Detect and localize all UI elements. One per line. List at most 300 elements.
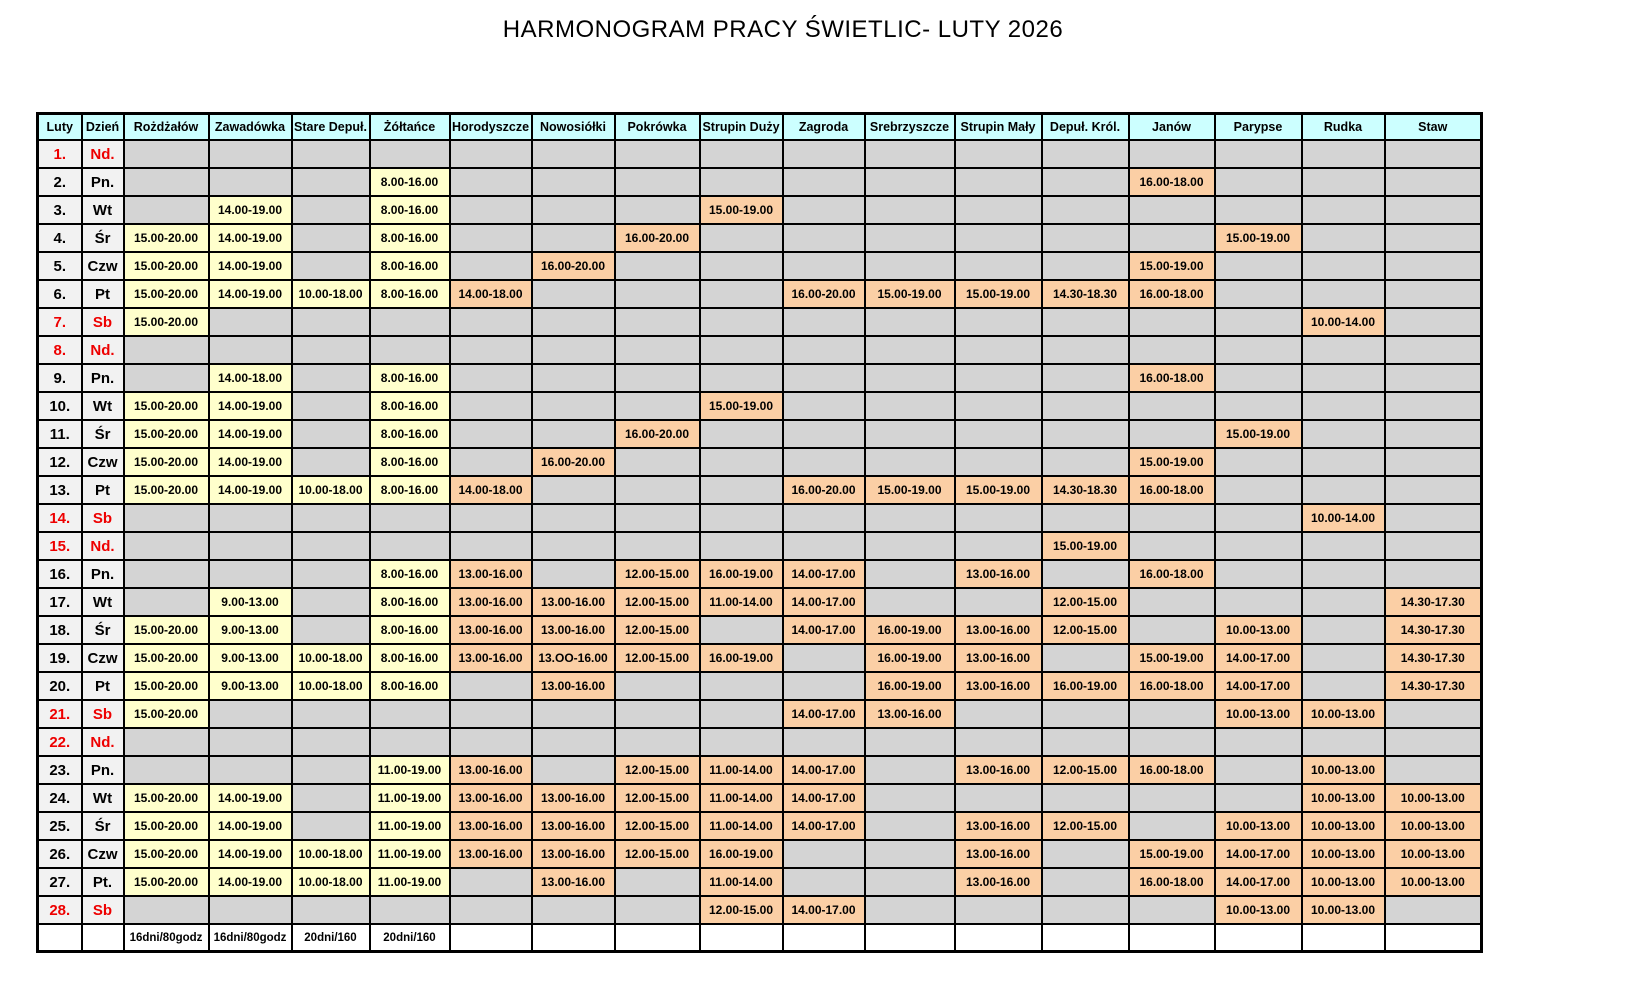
schedule-cell: 14.00-19.00 — [209, 224, 292, 252]
day-row — [38, 336, 1482, 364]
schedule-cell — [370, 700, 450, 728]
schedule-cell — [292, 336, 370, 364]
day-name-cell: Pt — [82, 476, 124, 504]
schedule-cell — [700, 364, 783, 392]
schedule-cell: 10.00-13.00 — [1385, 784, 1482, 812]
schedule-cell — [865, 868, 955, 896]
column-header-9: Strupin Duży — [700, 114, 783, 141]
day-row — [38, 868, 1482, 896]
schedule-cell — [1385, 364, 1482, 392]
day-name-cell: Czw — [82, 252, 124, 280]
schedule-cell — [532, 476, 615, 504]
schedule-cell — [955, 392, 1042, 420]
schedule-cell — [1129, 420, 1215, 448]
schedule-cell — [955, 308, 1042, 336]
schedule-cell — [1042, 728, 1129, 756]
schedule-cell: 15.00-19.00 — [1215, 224, 1302, 252]
schedule-cell: 8.00-16.00 — [370, 588, 450, 616]
schedule-cell: 14.30-17.30 — [1385, 672, 1482, 700]
schedule-cell — [865, 896, 955, 924]
schedule-cell — [865, 840, 955, 868]
schedule-cell — [700, 448, 783, 476]
schedule-cell: 8.00-16.00 — [370, 560, 450, 588]
schedule-cell — [783, 336, 865, 364]
schedule-cell — [615, 672, 700, 700]
column-header-0: Luty — [38, 114, 82, 141]
schedule-cell — [1129, 196, 1215, 224]
schedule-cell: 16.00-18.00 — [1129, 756, 1215, 784]
schedule-cell: 8.00-16.00 — [370, 616, 450, 644]
day-number-cell: 28. — [38, 896, 82, 924]
schedule-cell — [700, 252, 783, 280]
schedule-cell — [292, 392, 370, 420]
day-row — [38, 504, 1482, 532]
day-number-cell: 10. — [38, 392, 82, 420]
schedule-cell: 12.00-15.00 — [615, 784, 700, 812]
schedule-cell: 15.00-20.00 — [124, 420, 209, 448]
schedule-cell — [1042, 364, 1129, 392]
schedule-cell — [700, 336, 783, 364]
schedule-cell — [865, 448, 955, 476]
schedule-cell — [1042, 392, 1129, 420]
schedule-cell — [450, 896, 532, 924]
schedule-cell — [1129, 588, 1215, 616]
day-name-cell: Sb — [82, 700, 124, 728]
schedule-cell — [1302, 560, 1385, 588]
schedule-cell: 15.00-20.00 — [124, 784, 209, 812]
schedule-cell — [292, 196, 370, 224]
footer-cell — [955, 924, 1042, 952]
schedule-cell: 13.00-16.00 — [450, 560, 532, 588]
schedule-cell — [865, 784, 955, 812]
schedule-cell — [1215, 784, 1302, 812]
schedule-cell — [955, 532, 1042, 560]
schedule-cell: 13.00-16.00 — [532, 588, 615, 616]
schedule-cell — [615, 252, 700, 280]
schedule-cell — [955, 784, 1042, 812]
schedule-cell: 12.00-15.00 — [615, 756, 700, 784]
footer-cell — [865, 924, 955, 952]
schedule-cell — [1215, 168, 1302, 196]
day-name-cell: Sb — [82, 896, 124, 924]
schedule-cell: 16.00-19.00 — [700, 560, 783, 588]
schedule-cell — [1302, 588, 1385, 616]
schedule-cell — [1302, 224, 1385, 252]
schedule-cell — [615, 280, 700, 308]
schedule-cell: 12.00-15.00 — [1042, 756, 1129, 784]
schedule-cell — [1385, 420, 1482, 448]
schedule-cell — [865, 756, 955, 784]
footer-cell: 20dni/160 — [370, 924, 450, 952]
schedule-cell — [124, 756, 209, 784]
schedule-cell — [1302, 196, 1385, 224]
schedule-cell — [1385, 280, 1482, 308]
schedule-cell — [700, 672, 783, 700]
schedule-cell: 15.00-20.00 — [124, 644, 209, 672]
schedule-cell — [292, 168, 370, 196]
schedule-cell — [124, 560, 209, 588]
day-row — [38, 308, 1482, 336]
day-name-cell: Śr — [82, 224, 124, 252]
day-row — [38, 812, 1482, 840]
schedule-cell — [865, 224, 955, 252]
schedule-cell — [865, 140, 955, 168]
schedule-cell: 15.00-20.00 — [124, 392, 209, 420]
schedule-cell — [615, 532, 700, 560]
schedule-cell: 14.00-17.00 — [1215, 672, 1302, 700]
schedule-cell — [615, 700, 700, 728]
day-row — [38, 476, 1482, 504]
schedule-cell — [1129, 308, 1215, 336]
schedule-cell — [783, 252, 865, 280]
schedule-cell: 14.00-19.00 — [209, 252, 292, 280]
schedule-cell — [1385, 448, 1482, 476]
schedule-cell — [1042, 560, 1129, 588]
schedule-cell — [209, 308, 292, 336]
footer-cell — [1042, 924, 1129, 952]
schedule-cell — [1129, 812, 1215, 840]
schedule-cell — [1385, 224, 1482, 252]
schedule-cell: 10.00-14.00 — [1302, 308, 1385, 336]
schedule-cell — [292, 784, 370, 812]
schedule-cell — [450, 252, 532, 280]
schedule-cell — [1215, 140, 1302, 168]
day-name-cell: Czw — [82, 448, 124, 476]
schedule-cell: 10.00-14.00 — [1302, 504, 1385, 532]
schedule-cell — [124, 364, 209, 392]
schedule-cell — [700, 476, 783, 504]
footer-cell — [450, 924, 532, 952]
schedule-cell — [292, 224, 370, 252]
schedule-cell — [1215, 728, 1302, 756]
day-number-cell: 20. — [38, 672, 82, 700]
schedule-cell — [292, 532, 370, 560]
column-header-1: Dzień — [82, 114, 124, 141]
schedule-cell: 14.30-18.30 — [1042, 280, 1129, 308]
day-row — [38, 700, 1482, 728]
schedule-cell — [783, 448, 865, 476]
schedule-cell — [532, 336, 615, 364]
schedule-cell: 16.00-20.00 — [532, 448, 615, 476]
column-header-7: Nowosiółki — [532, 114, 615, 141]
footer-cell — [615, 924, 700, 952]
schedule-cell: 14.00-18.00 — [209, 364, 292, 392]
schedule-cell — [532, 896, 615, 924]
schedule-cell: 15.00-20.00 — [124, 308, 209, 336]
schedule-cell — [292, 448, 370, 476]
schedule-cell: 15.00-19.00 — [1129, 252, 1215, 280]
schedule-cell — [532, 168, 615, 196]
schedule-cell — [450, 364, 532, 392]
schedule-cell — [1385, 140, 1482, 168]
schedule-cell — [1302, 140, 1385, 168]
schedule-cell — [1215, 308, 1302, 336]
schedule-cell: 9.00-13.00 — [209, 672, 292, 700]
schedule-cell — [1302, 336, 1385, 364]
schedule-cell — [209, 140, 292, 168]
day-name-cell: Nd. — [82, 336, 124, 364]
schedule-cell: 16.00-18.00 — [1129, 868, 1215, 896]
day-number-cell: 25. — [38, 812, 82, 840]
schedule-cell — [1385, 308, 1482, 336]
schedule-cell — [292, 364, 370, 392]
footer-cell: 16dni/80godz — [124, 924, 209, 952]
schedule-cell — [783, 532, 865, 560]
schedule-cell — [865, 308, 955, 336]
day-name-cell: Pn. — [82, 756, 124, 784]
schedule-cell: 16.00-18.00 — [1129, 168, 1215, 196]
schedule-cell: 11.00-14.00 — [700, 588, 783, 616]
schedule-cell: 10.00-13.00 — [1302, 756, 1385, 784]
day-name-cell: Pn. — [82, 168, 124, 196]
schedule-cell — [615, 168, 700, 196]
footer-cell: 20dni/160 — [292, 924, 370, 952]
schedule-cell: 12.00-15.00 — [1042, 616, 1129, 644]
schedule-cell — [1385, 756, 1482, 784]
schedule-cell — [292, 420, 370, 448]
schedule-cell — [1129, 784, 1215, 812]
schedule-cell — [783, 140, 865, 168]
schedule-cell: 14.00-19.00 — [209, 448, 292, 476]
schedule-cell: 15.00-19.00 — [865, 476, 955, 504]
day-row — [38, 616, 1482, 644]
schedule-cell — [783, 364, 865, 392]
schedule-cell: 15.00-19.00 — [700, 392, 783, 420]
schedule-cell — [1385, 728, 1482, 756]
schedule-cell — [1042, 504, 1129, 532]
schedule-cell: 13.00-16.00 — [955, 616, 1042, 644]
day-number-cell: 5. — [38, 252, 82, 280]
schedule-cell: 13.00-16.00 — [450, 644, 532, 672]
day-name-cell: Nd. — [82, 140, 124, 168]
schedule-cell — [1129, 728, 1215, 756]
schedule-cell: 10.00-18.00 — [292, 644, 370, 672]
header-row — [38, 114, 1482, 141]
schedule-cell: 14.00-19.00 — [209, 476, 292, 504]
schedule-cell: 13.00-16.00 — [955, 868, 1042, 896]
schedule-cell: 16.00-19.00 — [865, 644, 955, 672]
schedule-cell — [700, 308, 783, 336]
schedule-cell — [615, 336, 700, 364]
schedule-cell — [370, 532, 450, 560]
schedule-cell — [532, 196, 615, 224]
footer-cell — [38, 924, 82, 952]
schedule-cell — [532, 224, 615, 252]
schedule-cell: 16.00-20.00 — [783, 280, 865, 308]
day-number-cell: 26. — [38, 840, 82, 868]
schedule-cell: 8.00-16.00 — [370, 196, 450, 224]
schedule-cell — [1129, 224, 1215, 252]
schedule-cell: 10.00-13.00 — [1385, 868, 1482, 896]
schedule-cell — [292, 756, 370, 784]
day-number-cell: 12. — [38, 448, 82, 476]
schedule-cell — [700, 700, 783, 728]
schedule-cell — [783, 420, 865, 448]
day-name-cell: Wt — [82, 392, 124, 420]
schedule-cell — [865, 532, 955, 560]
schedule-cell — [1385, 896, 1482, 924]
schedule-cell: 10.00-13.00 — [1302, 868, 1385, 896]
day-number-cell: 9. — [38, 364, 82, 392]
schedule-cell: 16.00-20.00 — [615, 420, 700, 448]
schedule-cell: 8.00-16.00 — [370, 252, 450, 280]
schedule-cell — [1042, 448, 1129, 476]
schedule-cell: 13.00-16.00 — [532, 616, 615, 644]
day-row — [38, 140, 1482, 168]
schedule-cell: 14.00-17.00 — [1215, 868, 1302, 896]
schedule-cell — [124, 504, 209, 532]
schedule-cell — [865, 364, 955, 392]
schedule-cell: 16.00-18.00 — [1129, 560, 1215, 588]
schedule-cell: 14.00-19.00 — [209, 784, 292, 812]
schedule-cell: 14.00-17.00 — [783, 756, 865, 784]
schedule-cell — [955, 336, 1042, 364]
schedule-cell: 14.00-19.00 — [209, 392, 292, 420]
day-number-cell: 27. — [38, 868, 82, 896]
schedule-cell — [783, 728, 865, 756]
column-header-13: Depuł. Król. — [1042, 114, 1129, 141]
schedule-cell — [1129, 700, 1215, 728]
day-name-cell: Czw — [82, 840, 124, 868]
schedule-cell — [124, 532, 209, 560]
day-name-cell: Nd. — [82, 728, 124, 756]
day-row — [38, 392, 1482, 420]
schedule-cell — [615, 392, 700, 420]
schedule-cell: 13.00-16.00 — [450, 812, 532, 840]
schedule-cell: 16.00-19.00 — [700, 644, 783, 672]
schedule-cell: 14.00-17.00 — [783, 560, 865, 588]
schedule-cell: 11.00-19.00 — [370, 784, 450, 812]
schedule-cell — [1385, 504, 1482, 532]
schedule-cell — [1215, 756, 1302, 784]
day-row — [38, 448, 1482, 476]
column-header-6: Horodyszcze — [450, 114, 532, 141]
column-header-4: Stare Depuł. — [292, 114, 370, 141]
day-name-cell: Śr — [82, 616, 124, 644]
page-title: HARMONOGRAM PRACY ŚWIETLIC- LUTY 2026 — [502, 16, 1064, 43]
schedule-cell — [783, 196, 865, 224]
schedule-cell: 15.00-19.00 — [955, 476, 1042, 504]
schedule-cell — [450, 336, 532, 364]
schedule-cell: 15.00-20.00 — [124, 812, 209, 840]
schedule-cell: 13.00-16.00 — [955, 644, 1042, 672]
schedule-cell: 8.00-16.00 — [370, 168, 450, 196]
schedule-cell — [1129, 336, 1215, 364]
schedule-cell — [532, 756, 615, 784]
schedule-cell — [955, 196, 1042, 224]
schedule-cell — [1385, 252, 1482, 280]
schedule-cell — [292, 252, 370, 280]
schedule-cell — [700, 420, 783, 448]
schedule-table-wrapper — [36, 112, 1650, 953]
schedule-cell: 10.00-18.00 — [292, 280, 370, 308]
schedule-cell — [955, 504, 1042, 532]
schedule-cell: 15.00-20.00 — [124, 252, 209, 280]
schedule-cell — [615, 868, 700, 896]
schedule-cell — [865, 336, 955, 364]
schedule-cell — [1129, 392, 1215, 420]
schedule-cell: 15.00-20.00 — [124, 616, 209, 644]
schedule-cell: 15.00-20.00 — [124, 448, 209, 476]
schedule-cell — [1215, 476, 1302, 504]
day-row — [38, 224, 1482, 252]
column-header-8: Pokrówka — [615, 114, 700, 141]
day-row — [38, 840, 1482, 868]
schedule-cell — [1129, 504, 1215, 532]
day-row — [38, 784, 1482, 812]
schedule-cell: 13.OO-16.00 — [532, 644, 615, 672]
schedule-cell: 13.00-16.00 — [450, 588, 532, 616]
schedule-cell — [450, 700, 532, 728]
day-number-cell: 11. — [38, 420, 82, 448]
schedule-cell — [124, 896, 209, 924]
schedule-cell: 16.00-19.00 — [1042, 672, 1129, 700]
day-row — [38, 756, 1482, 784]
schedule-cell — [370, 140, 450, 168]
day-number-cell: 16. — [38, 560, 82, 588]
schedule-cell: 15.00-19.00 — [1129, 840, 1215, 868]
schedule-cell: 14.30-17.30 — [1385, 644, 1482, 672]
footer-cell — [1385, 924, 1482, 952]
day-number-cell: 21. — [38, 700, 82, 728]
schedule-cell — [532, 504, 615, 532]
day-number-cell: 24. — [38, 784, 82, 812]
schedule-cell — [1042, 140, 1129, 168]
column-header-11: Srebrzyszcze — [865, 114, 955, 141]
schedule-cell: 10.00-13.00 — [1215, 700, 1302, 728]
schedule-cell — [532, 140, 615, 168]
schedule-cell: 13.00-16.00 — [532, 784, 615, 812]
schedule-cell: 10.00-18.00 — [292, 672, 370, 700]
schedule-cell — [955, 588, 1042, 616]
schedule-cell — [450, 532, 532, 560]
day-name-cell: Wt — [82, 784, 124, 812]
schedule-cell: 13.00-16.00 — [450, 840, 532, 868]
schedule-cell: 14.30-17.30 — [1385, 616, 1482, 644]
schedule-cell: 14.00-19.00 — [209, 868, 292, 896]
schedule-cell — [1215, 196, 1302, 224]
day-row — [38, 168, 1482, 196]
schedule-cell — [865, 728, 955, 756]
schedule-cell — [783, 224, 865, 252]
schedule-cell — [783, 672, 865, 700]
day-number-cell: 15. — [38, 532, 82, 560]
schedule-cell — [615, 728, 700, 756]
schedule-cell — [532, 280, 615, 308]
schedule-cell: 14.00-19.00 — [209, 840, 292, 868]
schedule-cell — [1215, 280, 1302, 308]
schedule-cell — [955, 420, 1042, 448]
schedule-cell — [1385, 336, 1482, 364]
schedule-cell: 8.00-16.00 — [370, 392, 450, 420]
schedule-cell — [292, 504, 370, 532]
schedule-cell: 14.00-18.00 — [450, 476, 532, 504]
schedule-cell: 14.00-17.00 — [783, 812, 865, 840]
schedule-cell — [124, 336, 209, 364]
schedule-cell — [292, 140, 370, 168]
schedule-cell — [1215, 448, 1302, 476]
schedule-cell: 12.00-15.00 — [1042, 812, 1129, 840]
footer-cell — [700, 924, 783, 952]
schedule-cell: 16.00-19.00 — [700, 840, 783, 868]
schedule-cell: 15.00-20.00 — [124, 700, 209, 728]
schedule-cell: 14.00-19.00 — [209, 812, 292, 840]
day-name-cell: Czw — [82, 644, 124, 672]
schedule-cell: 15.00-19.00 — [1129, 644, 1215, 672]
schedule-cell: 9.00-13.00 — [209, 616, 292, 644]
schedule-cell: 14.00-17.00 — [783, 588, 865, 616]
schedule-cell — [615, 476, 700, 504]
